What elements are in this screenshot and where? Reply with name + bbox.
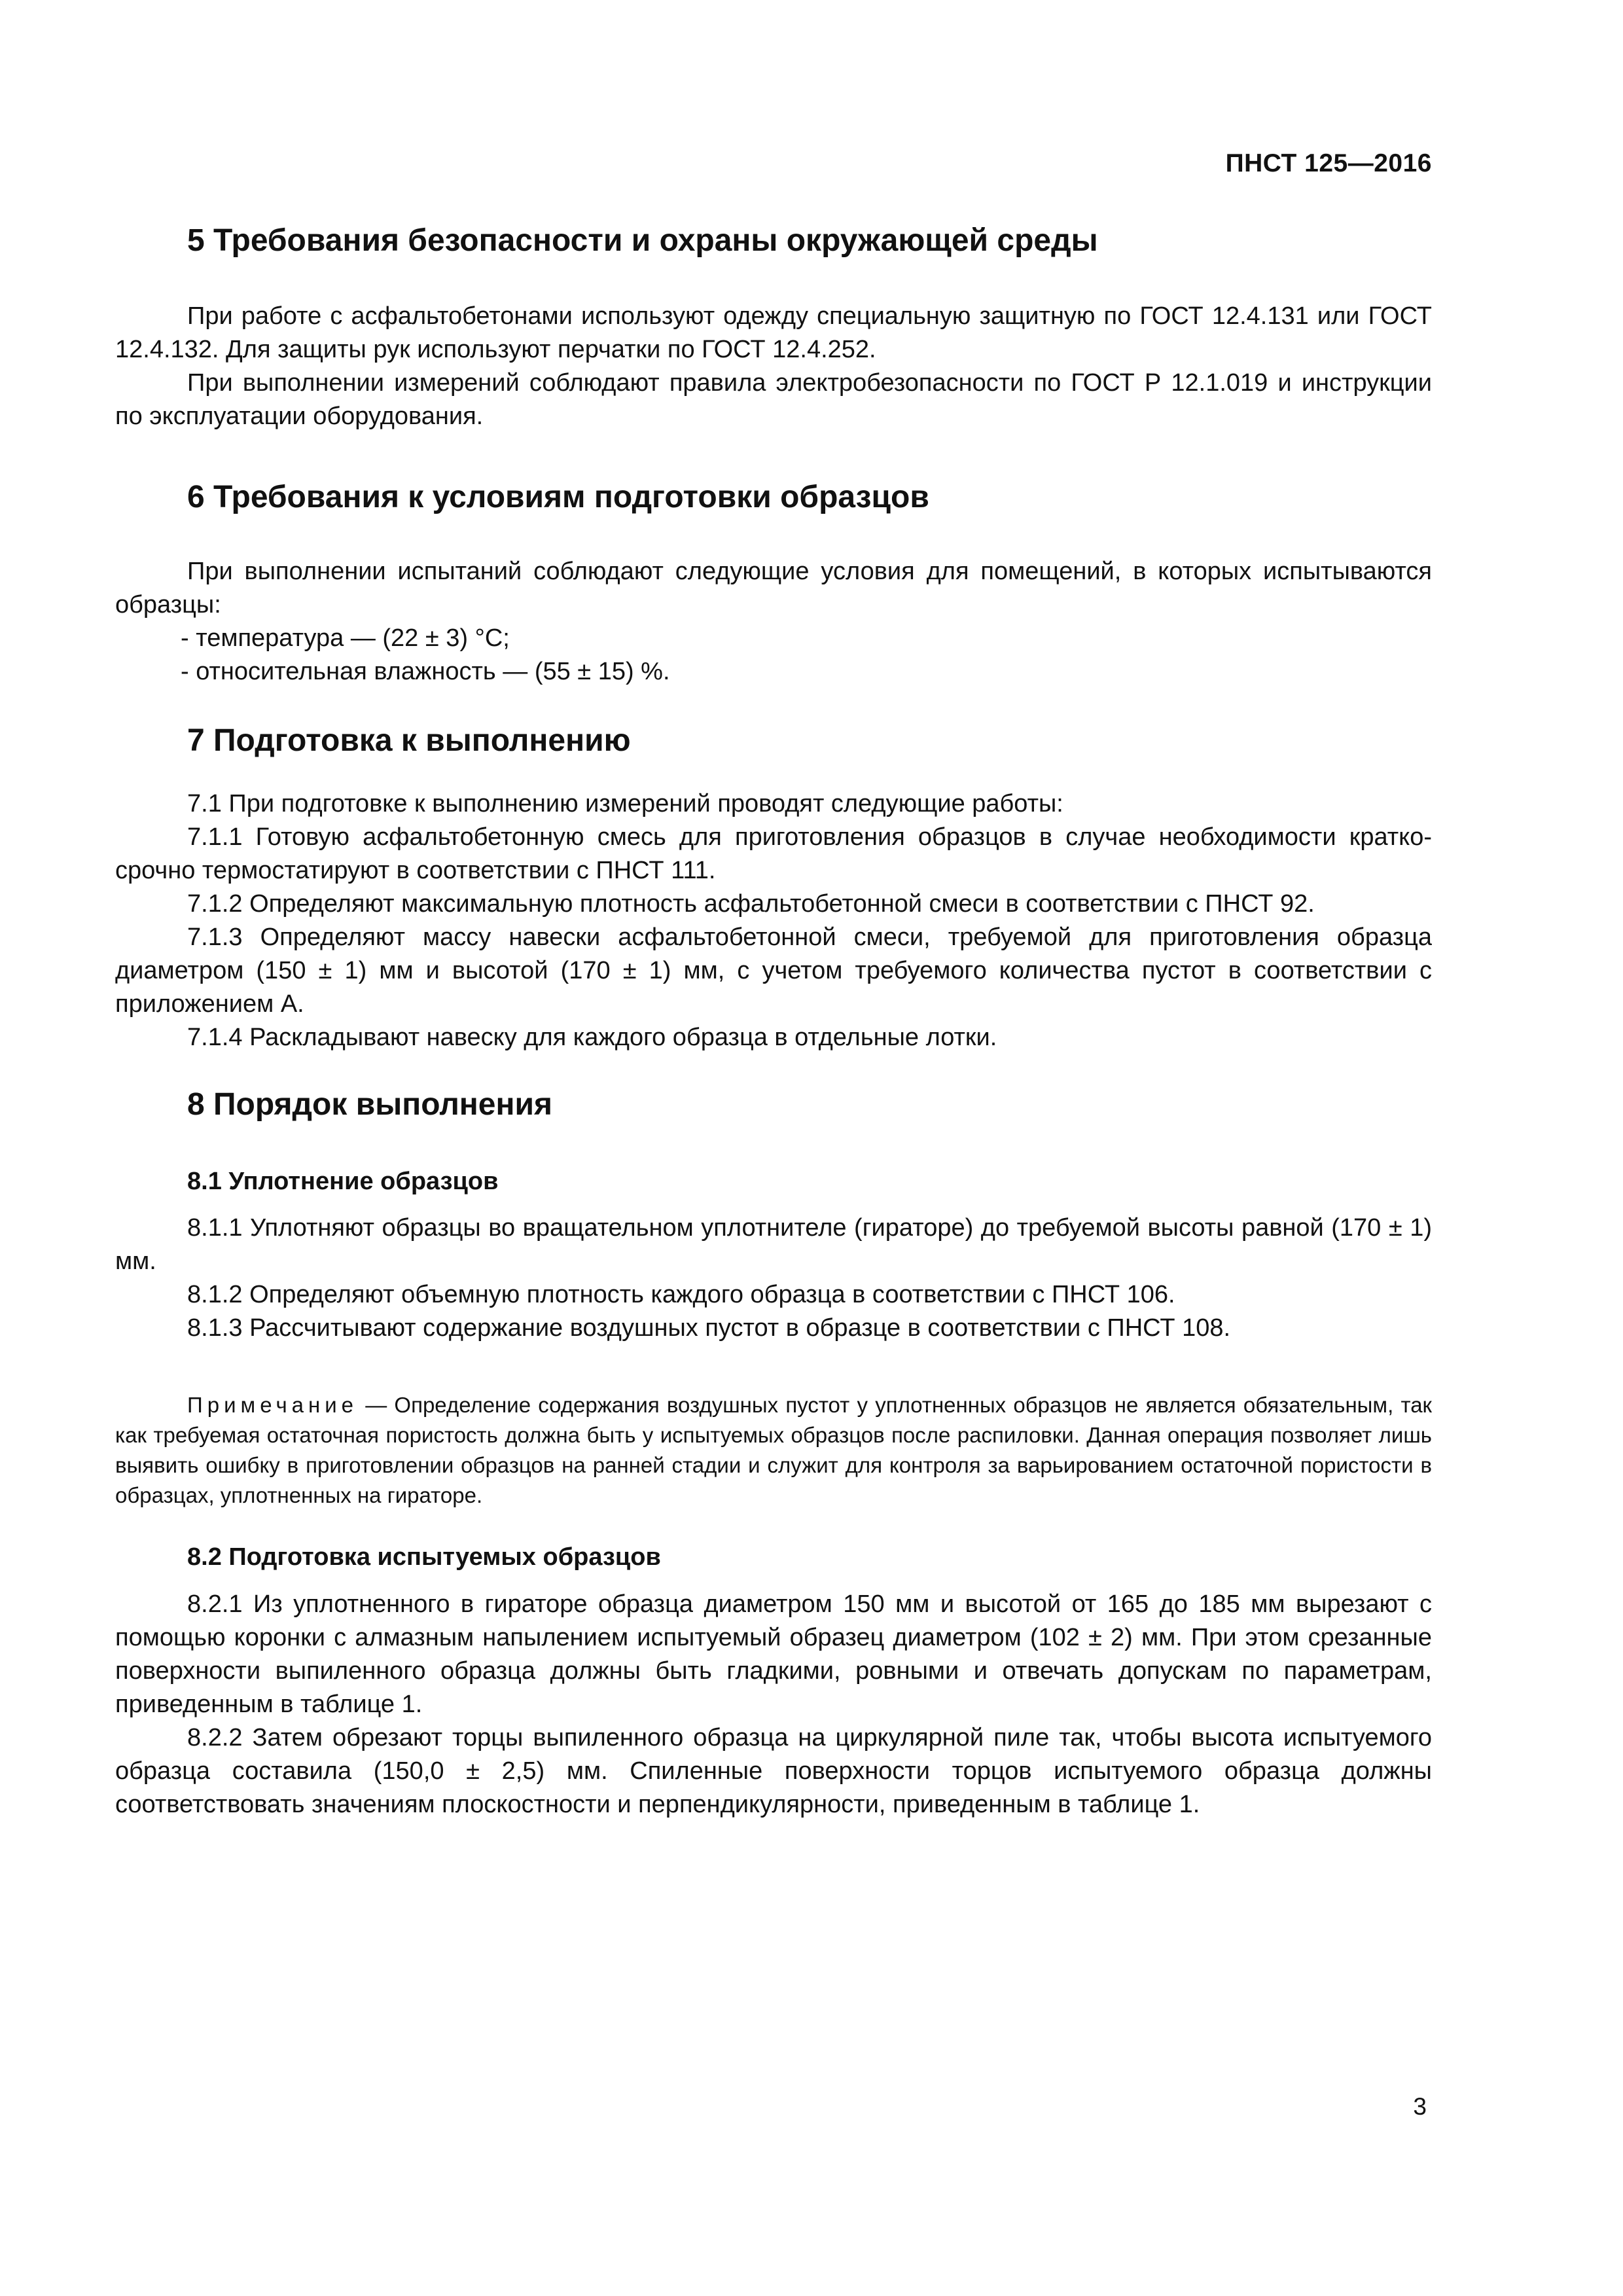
subsection-8-2-title: 8.2 Подготовка испытуемых образцов [187, 1543, 661, 1571]
clause-7-1-3: 7.1.3 Определяют массу навески асфальтобетонной смеси, требуемой для приготовления образца диаметром (150 ± 1) мм и высотой (170 ± 1) мм, с учетом требуемого количества пустот в соответствии с приложением А. [115, 924, 1432, 1018]
clause-8-1-2: 8.1.2 Определяют объемную плотность каждого образца в соответствии с ПНСТ 106. [187, 1281, 1175, 1308]
list-item-temperature: - температура — (22 ± 3) °С; [181, 624, 510, 652]
section-7-title: 7 Подготовка к выполнению [187, 723, 631, 758]
section-5-title: 5 Требования безопасности и охраны окружающей среды [187, 223, 1098, 258]
clause-8-2-2: 8.2.2 Затем обрезают торцы выпиленного образца на циркулярной пиле так, чтобы высота испытуемого образца составила (150,0 ± 2,5) мм. Спиленные поверхности торцов испытуемого образца должны соответствовать значениям плоскостности и перпендикулярности, приведенным в таблице 1. [115, 1724, 1432, 1818]
clause-8-2-1: 8.2.1 Из уплотненного в гираторе образца диаметром 150 мм и высотой от 165 до 185 мм вырезают с помощью коронки с алмазным напылением испытуемый образец диаметром (102 ± 2) мм. При этом срезанные поверхности выпиленного образца должны быть гладкими, ровными и отвечать допускам по параметрам, приведенным в таблице 1. [115, 1590, 1432, 1718]
page-number: 3 [1413, 2093, 1427, 2120]
section-6-paragraph-1: При выполнении испытаний соблюдают следующие условия для помещений, в которых испытываются образцы: [115, 558, 1432, 619]
clause-8-1-1: 8.1.1 Уплотняют образцы во вращательном уплотнителе (гираторе) до требуемой высоты равной (170 ± 1) мм. [115, 1214, 1432, 1275]
document-code: ПНСТ 125—2016 [1225, 149, 1432, 177]
clause-7-1-4: 7.1.4 Раскладывают навеску для каждого образца в отдельные лотки. [187, 1024, 997, 1051]
section-5-paragraph-2: При выполнении измерений соблюдают правила электробезопасности по ГОСТ Р 12.1.019 и инструкции по эксплуатации оборудования. [115, 369, 1432, 430]
list-item-humidity: - относительная влажность — (55 ± 15) %. [181, 658, 670, 685]
note-text: — Определение содержания воздушных пустот у уплотненных образцов не является обязательным, так как требуемая остаточная пористость должна быть у испытуемых образцов после распиловки. Данная операция позволяет лишь выявить ошибку в приготовлении образцов на ранней стадии и служит для контроля за варьированием остаточной пористости в образцах, уплотненных на гираторе. [115, 1393, 1432, 1507]
section-5-paragraph-1: При работе с асфальтобетонами используют одежду специальную защитную по ГОСТ 12.4.131 или ГОСТ 12.4.132. Для защиты рук используют перчатки по ГОСТ 12.4.252. [115, 302, 1432, 363]
subsection-8-1-title: 8.1 Уплотнение образцов [187, 1168, 499, 1195]
note-block [115, 1390, 1432, 1511]
note-label: Примечание [187, 1393, 359, 1417]
section-6-title: 6 Требования к условиям подготовки образцов [187, 480, 929, 514]
clause-7-1: 7.1 При подготовке к выполнению измерений проводят следующие работы: [187, 790, 1063, 817]
clause-8-1-3: 8.1.3 Рассчитывают содержание воздушных пустот в образце в соответствии с ПНСТ 108. [187, 1314, 1231, 1342]
clause-7-1-1: 7.1.1 Готовую асфальтобетонную смесь для приготовления образцов в случае необходимости краткосрочно термостатируют в соответствии с ПНСТ 111. [115, 823, 1432, 884]
section-8-title: 8 Порядок выполнения [187, 1087, 552, 1122]
clause-7-1-2: 7.1.2 Определяют максимальную плотность асфальтобетонной смеси в соответствии с ПНСТ 92. [187, 890, 1315, 918]
